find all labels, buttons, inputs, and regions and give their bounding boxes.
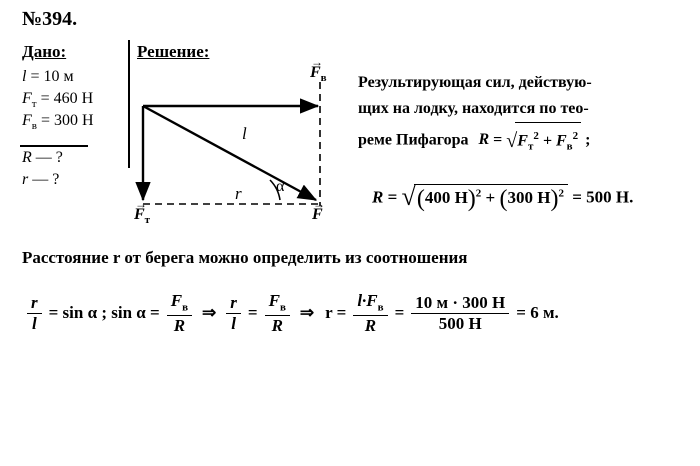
label-r: r bbox=[235, 184, 242, 203]
frac-r-over-l-2-num: r bbox=[226, 294, 241, 314]
formula-R-result: = 500 Н. bbox=[572, 187, 634, 207]
formula-R-radical: √(400 Н)$^2$ + (300 Н)$^2$ bbox=[402, 182, 568, 215]
chain-arrow-1: ⇒ bbox=[202, 303, 217, 322]
frac-r-over-l bbox=[27, 294, 42, 333]
force-diagram bbox=[130, 55, 345, 227]
label-Ft: → $F_т$ bbox=[134, 197, 151, 227]
frac-Fv-over-R-2-num: $F_в$ bbox=[265, 292, 290, 316]
given-line-l: l = 10 м bbox=[22, 68, 74, 85]
chain-eq2: = bbox=[247, 303, 258, 322]
frac-r-over-l-2 bbox=[226, 294, 241, 333]
frac-lFv-over-R-num: $l\cdot F_в$ bbox=[353, 292, 387, 316]
find-line-R: R — ? bbox=[22, 149, 63, 166]
page-title: №394. bbox=[22, 8, 78, 30]
frac-numeric-den: 500 Н bbox=[438, 313, 482, 333]
chain-arrow-2: ⇒ bbox=[299, 303, 315, 322]
pythagoras-radical: $√F_т^2 + F_в^2$ bbox=[506, 122, 581, 160]
frac-lFv-over-R bbox=[353, 292, 387, 335]
frac-lFv-over-R-den: R bbox=[364, 315, 377, 335]
label-alpha: α bbox=[276, 178, 285, 195]
frac-Fv-over-R-1-den: R bbox=[173, 315, 186, 335]
chain-result: = 6 м. bbox=[516, 303, 559, 322]
frac-Fv-over-R-1 bbox=[167, 292, 192, 335]
label-l: l bbox=[242, 124, 247, 143]
formula-R-numeric: R = √(400 Н)$^2$ + (300 Н)$^2$ = 500 Н. bbox=[372, 182, 633, 215]
final-equation-chain bbox=[24, 288, 563, 338]
distance-sentence: Расстояние r от берега можно определить из соотношения bbox=[22, 248, 468, 267]
label-F-resultant: → F bbox=[312, 197, 325, 223]
frac-Fv-over-R-2 bbox=[265, 292, 290, 335]
explanation-line-3: реме Пифагора $R = √F_т^2 + F_в^2$ ; bbox=[358, 122, 688, 160]
frac-numeric bbox=[411, 294, 509, 333]
given-divider-rule bbox=[20, 145, 88, 147]
explanation-paragraph bbox=[358, 70, 688, 160]
given-heading: Дано: bbox=[22, 42, 67, 61]
find-values-list bbox=[22, 149, 127, 193]
frac-numeric-num: 10 м · 300 Н bbox=[411, 294, 509, 314]
solution-heading: Решение: bbox=[137, 42, 210, 61]
frac-r-over-l-num: r bbox=[27, 294, 42, 314]
explanation-line-2: щих на лодку, находится по тео- bbox=[358, 100, 589, 117]
frac-Fv-over-R-2-den: R bbox=[271, 315, 283, 335]
chain-eq3: r = bbox=[325, 303, 347, 322]
explanation-line-1: Результирующая сил, действую- bbox=[358, 74, 592, 91]
frac-r-over-l-2-den: l bbox=[231, 313, 236, 333]
label-Fv: → $F_в$ bbox=[310, 55, 327, 85]
frac-Fv-over-R-1-num: $F_в$ bbox=[167, 292, 192, 316]
given-line-fv: $F_в = 300$ Н bbox=[22, 112, 94, 133]
given-values-list bbox=[22, 68, 127, 134]
frac-r-over-l-den: l bbox=[31, 313, 37, 333]
chain-eq4: = bbox=[394, 303, 405, 322]
explanation-line-3-suffix: ; bbox=[585, 131, 591, 149]
given-line-ft: $F_т = 460$ Н bbox=[22, 90, 94, 111]
find-line-r: r — ? bbox=[22, 171, 60, 188]
chain-eq1: = sin α ; sin α = bbox=[48, 303, 160, 322]
explanation-line-3-text: реме Пифагора bbox=[358, 131, 469, 149]
